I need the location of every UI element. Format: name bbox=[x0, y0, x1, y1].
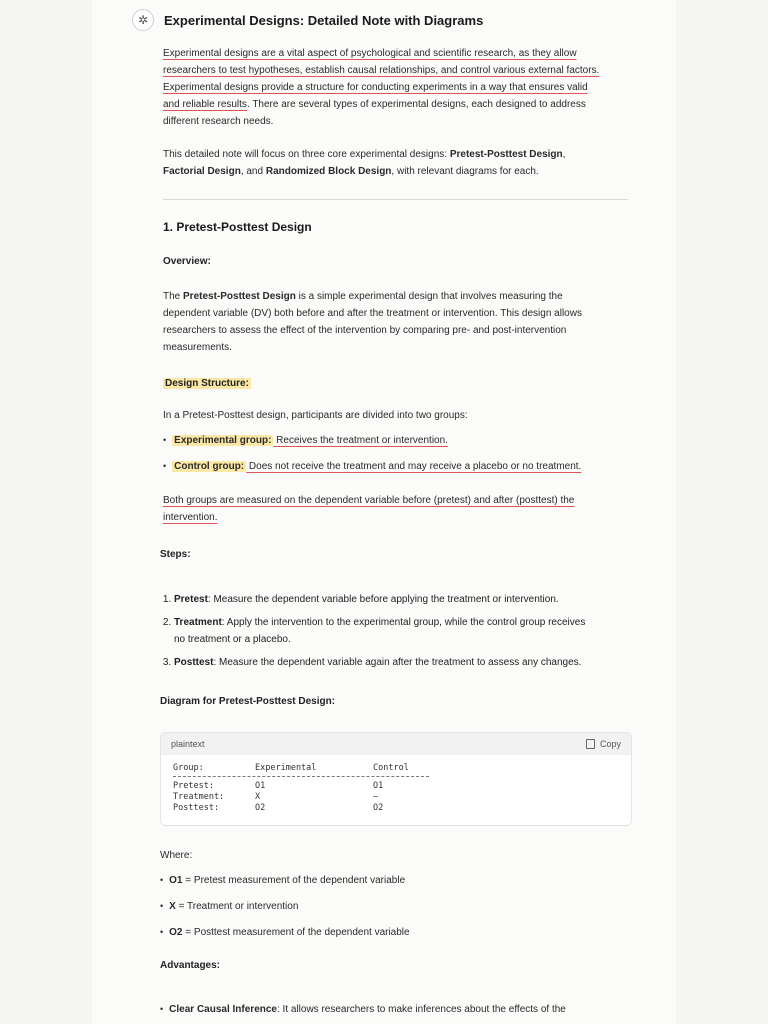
step-desc: : Measure the dependent variable before applying the treatment or intervention. bbox=[207, 594, 559, 605]
focus-line bbox=[163, 146, 631, 163]
where-list bbox=[160, 872, 628, 941]
intro-line bbox=[163, 96, 631, 113]
section-divider bbox=[163, 199, 628, 200]
intro-line: researchers to test hypotheses, establish causal relationships, and control various external factors. bbox=[163, 65, 600, 76]
bold-text: Factorial Design bbox=[163, 166, 241, 177]
focus-paragraph bbox=[163, 146, 631, 180]
list-item bbox=[160, 872, 628, 889]
list-item bbox=[160, 924, 628, 941]
code-cell: O2 bbox=[373, 803, 384, 813]
measurement-line: intervention. bbox=[163, 512, 218, 523]
code-cell: Group: bbox=[173, 763, 204, 773]
code-cell: O1 bbox=[255, 781, 266, 791]
overview-line: researchers to assess the effect of the intervention by comparing pre- and post-intervention bbox=[163, 325, 567, 336]
list-item bbox=[174, 591, 628, 608]
copy-button[interactable] bbox=[586, 739, 621, 749]
intro-line: Experimental designs are a vital aspect of psychological and scientific research, as they allow bbox=[163, 48, 577, 59]
advantage-desc: : It allows researchers to make inferences about the effects of the bbox=[276, 1004, 566, 1015]
symbol-desc: = Posttest measurement of the dependent variable bbox=[182, 927, 410, 938]
steps-list bbox=[160, 591, 628, 677]
code-cell: X bbox=[255, 792, 261, 802]
where-label-text: Where: bbox=[160, 850, 193, 861]
measurement-paragraph bbox=[163, 492, 631, 526]
step-name: Pretest bbox=[174, 594, 208, 605]
advantages-list bbox=[160, 1001, 628, 1018]
advantage-name: Clear Causal Inference bbox=[169, 1004, 277, 1015]
group-list bbox=[163, 432, 631, 475]
overview-line bbox=[163, 288, 631, 305]
symbol: O2 bbox=[169, 927, 183, 938]
text: This detailed note will focus on three core experimental designs: bbox=[163, 149, 450, 160]
structure-intro-text: In a Pretest-Posttest design, participants are divided into two groups: bbox=[163, 410, 468, 421]
design-structure-label-row bbox=[163, 373, 631, 391]
diagram-label: Diagram for Pretest-Posttest Design: bbox=[160, 696, 336, 707]
code-cell: Posttest: bbox=[173, 803, 220, 813]
overview-paragraph bbox=[163, 288, 631, 356]
intro-line: different research needs. bbox=[163, 116, 274, 127]
intro-line: Experimental designs provide a structure for conducting experiments in a way that ensures valid bbox=[163, 82, 588, 93]
code-header-row bbox=[173, 763, 619, 774]
list-item bbox=[174, 654, 628, 671]
bold-text: Randomized Block Design bbox=[265, 166, 392, 177]
text: , and bbox=[240, 166, 266, 177]
code-cell: O2 bbox=[255, 803, 266, 813]
code-language-label: plaintext bbox=[171, 739, 205, 749]
symbol: O1 bbox=[169, 875, 183, 886]
step-name: Treatment bbox=[174, 617, 222, 628]
section-heading: 1. Pretest-Posttest Design bbox=[163, 220, 312, 234]
group-name: Experimental group: bbox=[174, 435, 272, 446]
step-desc: : Measure the dependent variable again after the treatment to assess any changes. bbox=[213, 657, 582, 668]
group-desc: Does not receive the treatment and may receive a placebo or no treatment. bbox=[246, 461, 582, 472]
code-cell: O1 bbox=[373, 781, 384, 791]
measurement-line: Both groups are measured on the dependent variable before (pretest) and after (posttest) the bbox=[163, 495, 575, 506]
code-cell: – bbox=[373, 792, 379, 802]
text: The bbox=[163, 291, 184, 302]
copy-label: Copy bbox=[599, 739, 621, 749]
list-item bbox=[160, 1001, 628, 1018]
copy-icon bbox=[586, 739, 595, 749]
list-item bbox=[163, 432, 631, 449]
advantages-label: Advantages: bbox=[160, 960, 221, 971]
group-name: Control group: bbox=[174, 461, 245, 472]
code-block bbox=[160, 732, 632, 826]
design-structure-label: Design Structure: bbox=[165, 378, 249, 389]
text: , bbox=[562, 149, 566, 160]
intro-paragraph bbox=[163, 45, 631, 130]
code-row bbox=[173, 792, 619, 803]
structure-intro bbox=[163, 407, 631, 424]
bold-text: Pretest-Posttest Design bbox=[449, 149, 563, 160]
focus-line bbox=[163, 163, 631, 180]
steps-label: Steps: bbox=[160, 549, 191, 560]
symbol: X bbox=[169, 901, 176, 912]
list-item bbox=[163, 458, 631, 475]
text: , with relevant diagrams for each. bbox=[391, 166, 539, 177]
code-cell: Experimental bbox=[255, 763, 317, 773]
group-desc: Receives the treatment or intervention. bbox=[273, 435, 448, 446]
list-item bbox=[174, 614, 628, 648]
code-block-header bbox=[161, 733, 631, 755]
bold-text: Pretest-Posttest Design bbox=[183, 291, 296, 302]
step-name: Posttest bbox=[174, 657, 214, 668]
step-desc: no treatment or a placebo. bbox=[174, 634, 291, 645]
overview-line: dependent variable (DV) both before and after the treatment or intervention. This design allows bbox=[163, 308, 582, 319]
symbol-desc: = Treatment or intervention bbox=[175, 901, 299, 912]
where-label bbox=[160, 847, 628, 864]
code-cell: Treatment: bbox=[173, 792, 225, 802]
code-dash-line bbox=[173, 776, 429, 777]
overview-label: Overview: bbox=[163, 256, 211, 267]
text: . There are several types of experimental designs, each designed to address bbox=[246, 99, 586, 110]
code-content bbox=[161, 755, 631, 822]
overview-line: measurements. bbox=[163, 342, 232, 353]
symbol-desc: = Pretest measurement of the dependent variable bbox=[182, 875, 406, 886]
code-cell: Control bbox=[373, 763, 409, 773]
chatgpt-logo-icon: ✲ bbox=[132, 9, 154, 31]
code-row bbox=[173, 781, 619, 792]
code-cell: Pretest: bbox=[173, 781, 214, 791]
text: is a simple experimental design that involves measuring the bbox=[295, 291, 563, 302]
code-row bbox=[173, 803, 619, 814]
step-desc: : Apply the intervention to the experimental group, while the control group receives bbox=[221, 617, 586, 628]
list-item bbox=[160, 898, 628, 915]
conversation-header bbox=[132, 8, 483, 32]
underlined-text: and reliable results bbox=[163, 99, 247, 110]
page-title: Experimental Designs: Detailed Note with Diagrams bbox=[164, 12, 484, 28]
